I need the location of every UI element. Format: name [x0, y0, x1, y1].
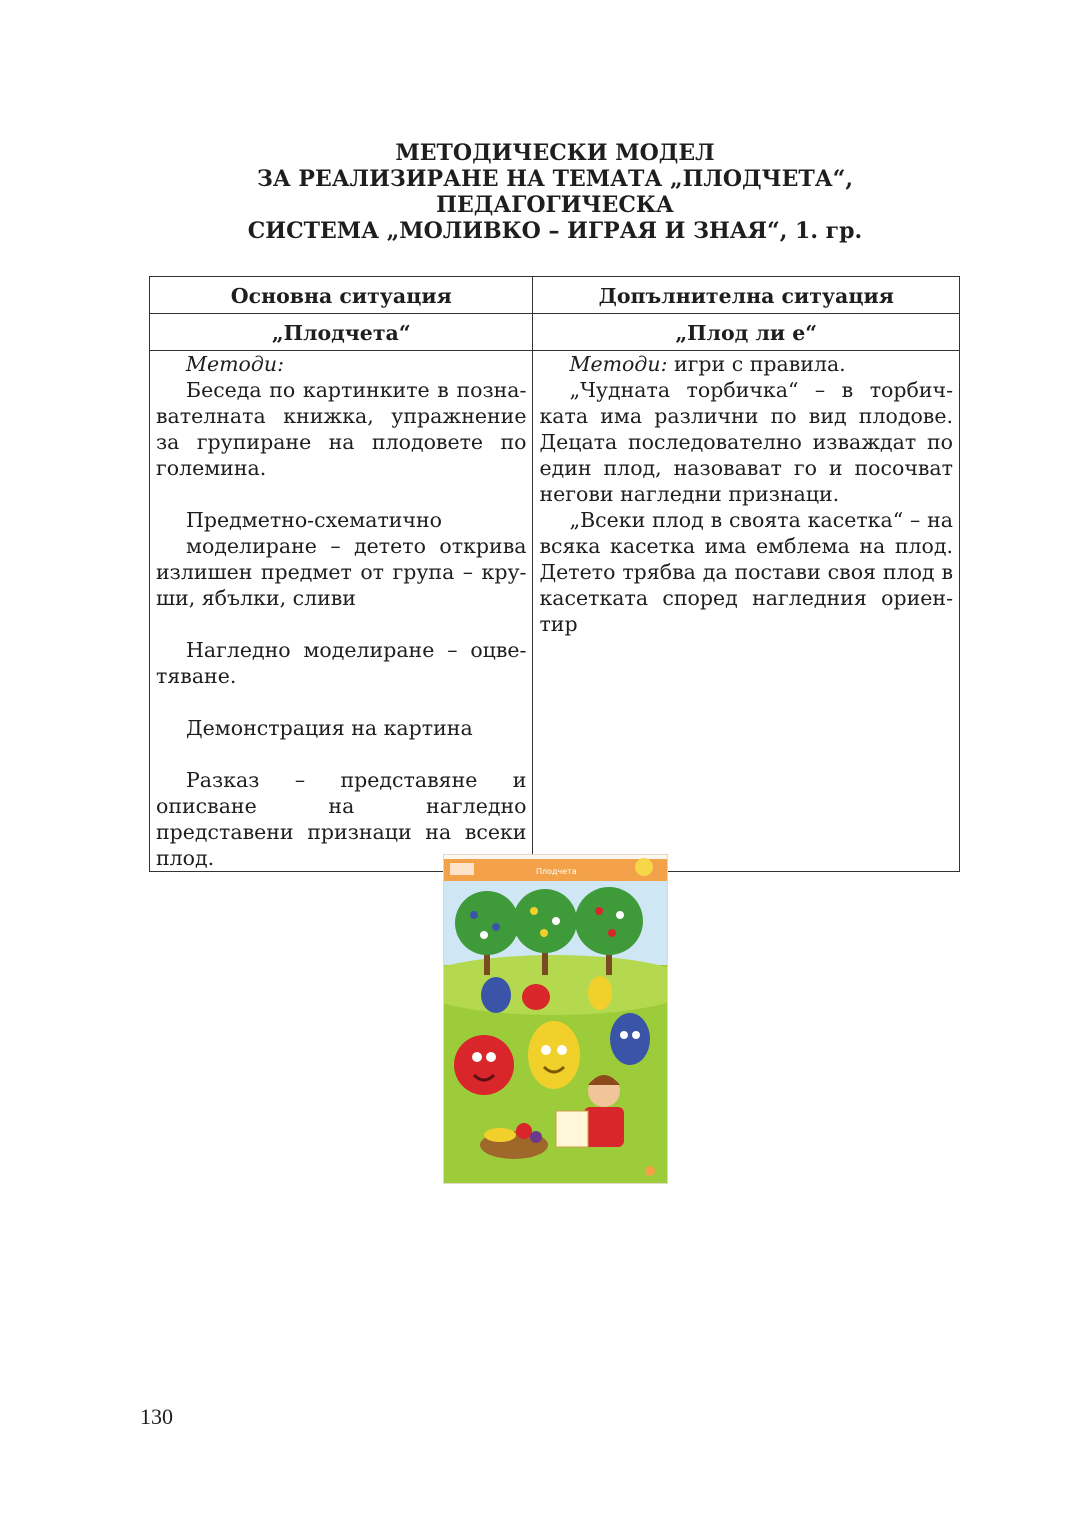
right-methods-text: игри с правила. — [667, 352, 846, 376]
left-paragraph-1: Беседа по картинките в познавателната книжка, упражнение за групиране на плодовете по големина. — [156, 378, 527, 480]
subheader-plodcheta: „Плодчета“ — [150, 314, 533, 351]
title-line-4: СИСТЕМА „МОЛИВКО – ИГРАЯ И ЗНАЯ“, 1. гр. — [247, 218, 863, 244]
picture-card-icon — [556, 1111, 588, 1147]
header-main-situation: Основна ситуация — [150, 277, 533, 314]
methodical-model-table — [149, 276, 960, 872]
left-methods-cell — [150, 351, 533, 872]
left-paragraph-2a: Предметно-схематично — [186, 508, 443, 532]
right-paragraph-1: „Чудната торбичка“ – в торбичката има различни по вид плодове. Децата последователно изваждат по един плод, назовават го и посочват негови нагледни признаци. — [539, 378, 953, 506]
snail-icon — [645, 1166, 655, 1176]
fruits-illustration — [443, 854, 668, 1184]
right-methods-line — [539, 351, 953, 377]
right-methods-cell — [533, 351, 960, 872]
subheader-plod-li-e: „Плод ли е“ — [533, 314, 960, 351]
title-line-1: МЕТОДИЧЕСКИ МОДЕЛ — [395, 140, 715, 166]
sun-icon — [635, 858, 653, 876]
left-paragraph-5: Разказ – представяне и описване на нагледно представени признаци на всеки плод. — [156, 768, 527, 870]
apple-character-icon — [454, 1035, 514, 1095]
left-methods-label: Методи: — [186, 352, 285, 376]
left-paragraph-2b: моделиране – детето открива излишен предмет от група – круши, ябълки, сливи — [156, 534, 527, 610]
right-methods-label: Методи: — [569, 352, 668, 376]
balloon-icon — [522, 984, 550, 1010]
header-additional-situation: Допълнителна ситуация — [533, 277, 960, 314]
left-paragraph-3: Нагледно моделиране – оцветяване. — [156, 638, 527, 688]
pear-character-icon — [528, 1021, 580, 1089]
illustration-banner-text: Плодчета — [536, 867, 577, 876]
page-number: 130 — [140, 1404, 173, 1429]
balloon-icon — [481, 977, 511, 1013]
balloon-icon — [588, 976, 612, 1010]
left-paragraph-4: Демонстрация на картина — [186, 716, 473, 740]
document-title — [150, 140, 960, 244]
boy-figure-icon — [584, 1075, 624, 1147]
right-paragraph-2: „Всеки плод в своята касетка“ – на всяка касетка има емблема на плод. Детето трябва да постави своя плод в касетката според нагледния ориентир — [539, 508, 953, 636]
title-line-2: ЗА РЕАЛИЗИРАНЕ НА ТЕМАТА „ПЛОДЧЕТА“, — [256, 166, 854, 192]
title-line-3: ПЕДАГОГИЧЕСКА — [436, 192, 674, 218]
plum-character-icon — [610, 1013, 650, 1065]
